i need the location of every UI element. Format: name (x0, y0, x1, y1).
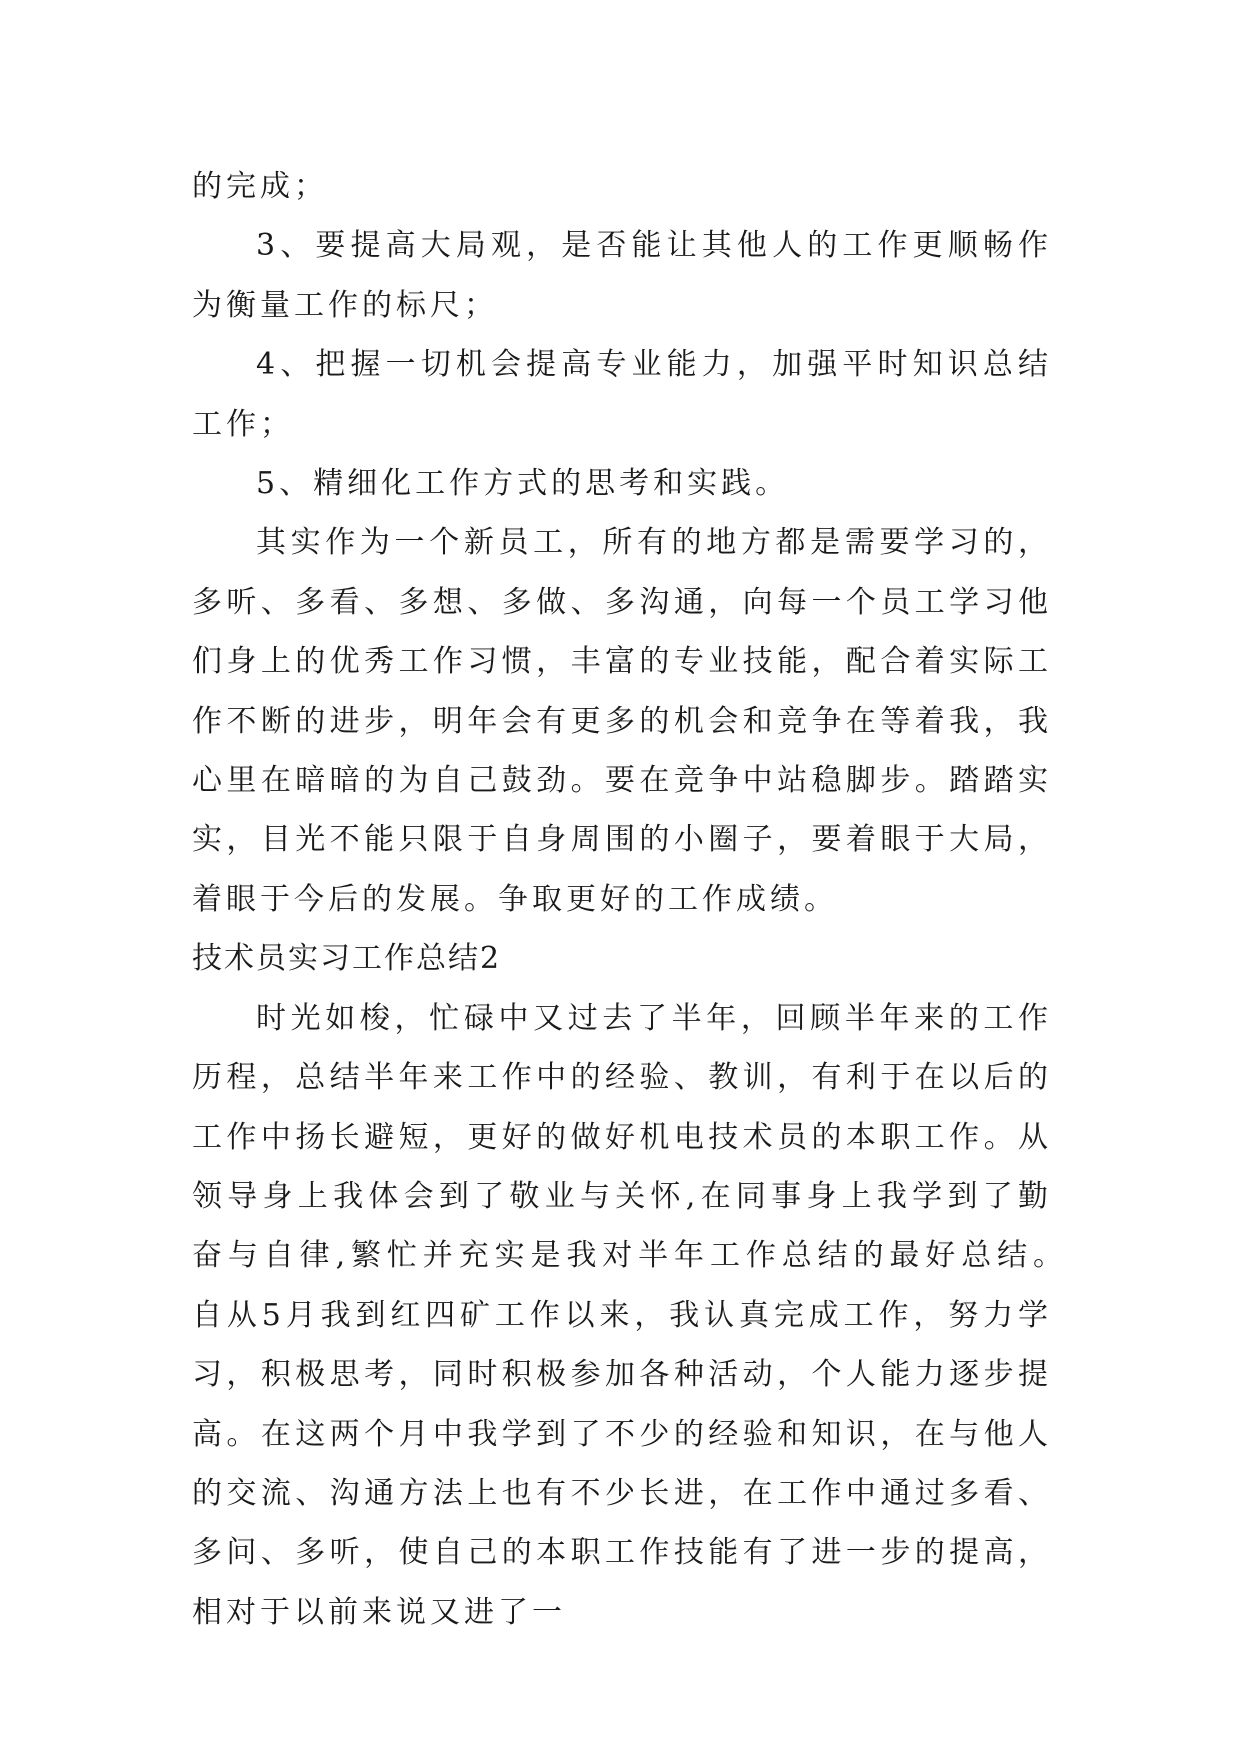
list-item-3: 3、要提高大局观，是否能让其他人的工作更顺畅作为衡量工作的标尺； (192, 228, 1052, 323)
paragraph-continuation: 的完成； (192, 169, 328, 204)
section-paragraph: 时光如梭，忙碌中又过去了半年，回顾半年来的工作历程，总结半年来工作中的经验、教训，有利于在以后的工作中扬长避短，更好的做好机电技术员的本职工作。从领导身上我体会到了敬业与关怀,在同事身上我学到了勤奋与自律,繁忙并充实是我对半年工作总结的最好总结。 自从5月我到红四矿工作以来，我认真完成工作，努力学习，积极思考，同时积极参加各种活动，个人能力逐步提高。在这两个月中我学到了不少的经验和知识，在与他人的交流、沟通方法上也有不少长进，在工作中通过多看、多问、多听，使自己的本职工作技能有了进一步的提高，相对于以前来说又进了一 (192, 1000, 1086, 1630)
list-item-5: 5、精细化工作方式的思考和实践。 (256, 466, 790, 502)
section-heading: 技术员实习工作总结2 (192, 941, 502, 977)
document-body (192, 157, 1086, 1642)
paragraph-conclusion: 其实作为一个新员工，所有的地方都是需要学习的，多听、多看、多想、多做、多沟通，向每一个员工学习他们身上的优秀工作习惯，丰富的专业技能，配合着实际工作不断的进步，明年会有更多的机会和竞争在等着我，我心里在暗暗的为自己鼓劲。要在竞争中站稳脚步。踏踏实实，目光不能只限于自身周围的小圈子，要着眼于大局，着眼于今后的发展。争取更好的工作成绩。 (192, 525, 1052, 917)
list-item-4: 4、把握一切机会提高专业能力，加强平时知识总结工作； (192, 347, 1052, 442)
